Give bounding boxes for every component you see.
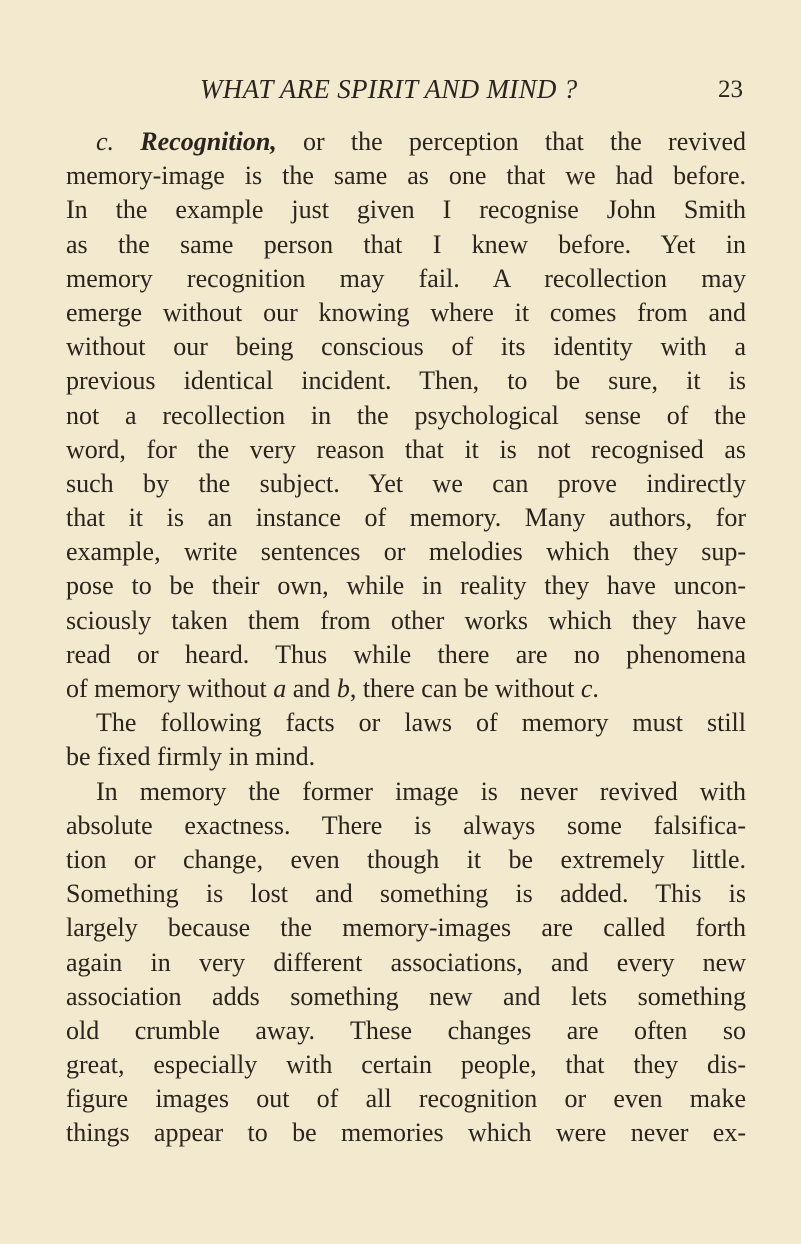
- text-line: be fixed firmly in mind.: [66, 742, 316, 772]
- paragraph-c-first-line: [66, 125, 746, 159]
- text-fragment: .: [592, 674, 599, 703]
- text-line: that it is an instance of memory. Many authors, for: [66, 503, 746, 533]
- text-fragment: , there can be without: [349, 674, 581, 703]
- text-line: without our being conscious of its identity with a: [66, 332, 746, 362]
- text-line: figure images out of all recognition or even make: [66, 1084, 746, 1114]
- text-line: memory recognition may fail. A recollection may: [66, 263, 746, 293]
- text-line: In the example just given I recognise John Smith: [66, 195, 746, 225]
- text-line: or the perception that the revived: [303, 127, 747, 156]
- text-line: not a recollection in the psychological sense of the: [66, 400, 746, 430]
- text-fragment: of memory without: [66, 674, 274, 703]
- text-line: old crumble away. These changes are often so: [66, 1015, 746, 1045]
- section-term: Recognition,: [140, 127, 277, 156]
- text-line: In memory the former image is never revived with: [96, 776, 746, 806]
- body-text: [66, 125, 746, 1151]
- text-line: The following facts or laws of memory must still: [96, 708, 746, 738]
- text-line: example, write sentences or melodies which they sup-: [66, 537, 746, 567]
- section-label: c.: [96, 127, 115, 156]
- text-line: Something is lost and something is added. This is: [66, 879, 746, 909]
- italic-letter-b: b: [336, 674, 350, 703]
- text-line: again in very different associations, and every new: [66, 947, 746, 977]
- text-line: tion or change, even though it be extremely little.: [66, 844, 746, 874]
- text-line: emerge without our knowing where it comes from and: [66, 297, 746, 327]
- text-line: sciously taken them from other works which they have: [66, 605, 746, 635]
- text-line: word, for the very reason that it is not recognised as: [66, 434, 746, 464]
- text-line: read or heard. Thus while there are no phenomena: [66, 639, 746, 669]
- paragraph-c-last-line: [66, 672, 746, 706]
- text-line: as the same person that I knew before. Yet in: [66, 229, 746, 259]
- text-line: largely because the memory-images are called forth: [66, 913, 746, 943]
- text-line: memory-image is the same as one that we had before.: [66, 161, 746, 191]
- running-title: WHAT ARE SPIRIT AND MIND ?: [200, 74, 578, 104]
- page-number: 23: [718, 76, 743, 103]
- text-line: things appear to be memories which were never ex-: [66, 1118, 746, 1148]
- text-line: previous identical incident. Then, to be sure, it is: [66, 366, 746, 396]
- text-line: association adds something new and lets something: [66, 981, 746, 1011]
- text-fragment: and: [286, 674, 337, 703]
- text-line: absolute exactness. There is always some falsifica-: [66, 810, 746, 840]
- italic-letter-a: a: [273, 674, 287, 703]
- running-head: [66, 74, 743, 108]
- text-line: such by the subject. Yet we can prove indirectly: [66, 468, 746, 498]
- italic-letter-c: c: [580, 674, 593, 703]
- text-line: pose to be their own, while in reality they have uncon-: [66, 571, 746, 601]
- text-line: great, especially with certain people, that they dis-: [66, 1050, 746, 1080]
